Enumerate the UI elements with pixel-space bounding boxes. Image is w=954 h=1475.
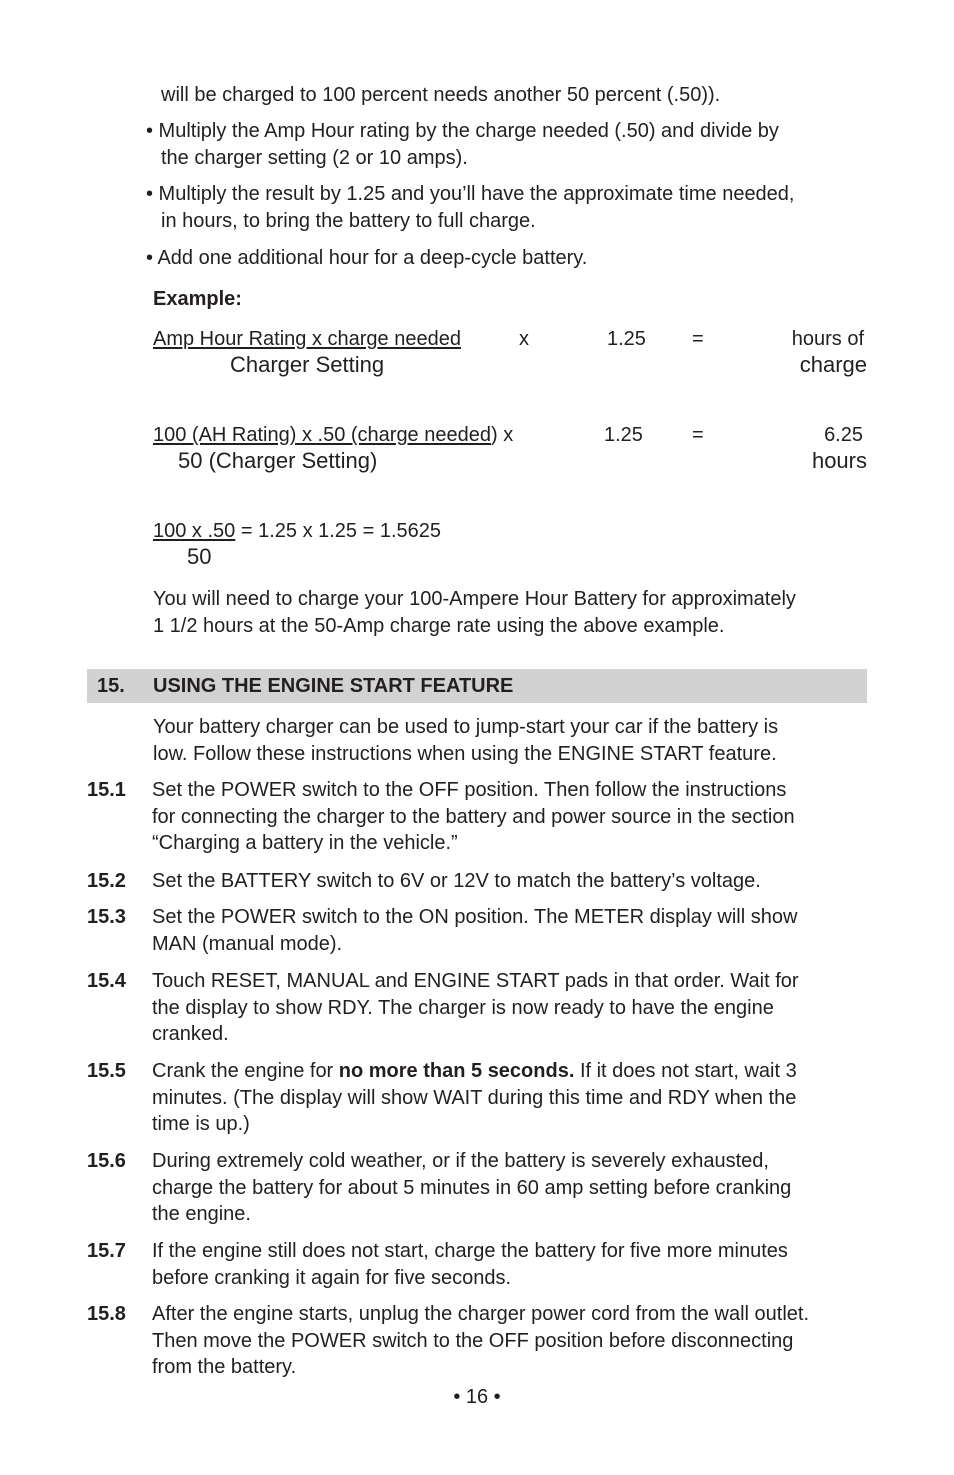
step-text [152, 868, 867, 895]
step-number: 15.3 [87, 906, 126, 928]
step-text [152, 904, 867, 957]
bullet-item [146, 181, 861, 234]
step-text [152, 1301, 867, 1381]
section-header [87, 669, 867, 703]
step-line: Touch RESET, MANUAL and ENGINE START pads in that order. Wait for [152, 970, 799, 992]
summary-line: 1 1/2 hours at the 50-Amp charge rate using the above example. [153, 615, 725, 637]
step-text [152, 968, 867, 1048]
section-intro-line: low. Follow these instructions when using the ENGINE START feature. [153, 743, 777, 765]
bullet-item [146, 245, 861, 272]
worked-result-line1: 6.25 [824, 424, 863, 446]
step-text [152, 777, 867, 857]
step-line: from the battery. [152, 1356, 297, 1378]
formula-factor: 1.25 [607, 328, 646, 350]
step-line: During extremely cold weather, or if the battery is severely exhausted, [152, 1150, 769, 1172]
worked-numerator-tail: ) x [490, 424, 514, 446]
bullet-line: • Multiply the result by 1.25 and you’ll have the approximate time needed, [146, 183, 795, 205]
step-line: Then move the POWER switch to the OFF position before disconnecting [152, 1329, 794, 1352]
worked-factor: 1.25 [604, 424, 643, 446]
step-pre-text: Crank the engine for [152, 1060, 339, 1082]
bullet-line: the charger setting (2 or 10 amps). [161, 146, 468, 169]
step-line: Set the POWER switch to the ON position. The METER display will show [152, 906, 798, 928]
step-line: If the engine still does not start, charge the battery for five more minutes [152, 1240, 788, 1262]
step-number: 15.8 [87, 1303, 126, 1325]
step-line: charge the battery for about 5 minutes in 60 amp setting before cranking [152, 1176, 792, 1199]
step-post-text: If it does not start, wait 3 [574, 1060, 797, 1082]
step-line: time is up.) [152, 1113, 250, 1135]
step-text [152, 1148, 867, 1228]
section-number: 15. [97, 675, 125, 697]
step-number: 15.4 [87, 970, 126, 992]
step-line: for connecting the charger to the battery and power source in the section [152, 805, 795, 828]
worked-result-line2: hours [811, 448, 867, 473]
bullet-line: • Add one additional hour for a deep-cycle battery. [146, 247, 588, 269]
formula-equals: = [692, 328, 704, 350]
formula-numerator: Amp Hour Rating x charge needed [153, 328, 461, 350]
step-number: 15.7 [87, 1240, 126, 1262]
worked-numerator-row [153, 422, 513, 448]
bullet-line: in hours, to bring the battery to full charge. [161, 209, 536, 232]
step-number: 15.6 [87, 1150, 126, 1172]
step-number: 15.5 [87, 1060, 126, 1082]
bullet-item [146, 118, 861, 171]
section-intro-line: Your battery charger can be used to jump-start your car if the battery is [153, 716, 779, 738]
formula-result-line1: hours of [791, 328, 864, 350]
worked-numerator: 100 (AH Rating) x .50 (charge needed [153, 424, 491, 446]
step-number: 15.2 [87, 870, 126, 892]
worked-denominator: 50 (Charger Setting) [178, 448, 378, 473]
page-number: • 16 • [453, 1386, 501, 1408]
step-line: After the engine starts, unplug the charger power cord from the wall outlet. [152, 1303, 810, 1325]
step-emphasis: no more than 5 seconds. [338, 1060, 575, 1082]
formula-result-line2: charge [799, 352, 867, 377]
example-label: Example: [153, 288, 242, 310]
section-title: USING THE ENGINE START FEATURE [153, 675, 514, 697]
step-line: the display to show RDY. The charger is now ready to have the engine [152, 996, 774, 1019]
calc-numerator: 100 x .50 [153, 520, 236, 542]
step-line: minutes. (The display will show WAIT during this time and RDY when the [152, 1086, 797, 1109]
step-line: Set the BATTERY switch to 6V or 12V to match the battery’s voltage. [152, 870, 761, 892]
step-number: 15.1 [87, 779, 126, 801]
step-line: MAN (manual mode). [152, 932, 343, 955]
step-line: Set the POWER switch to the OFF position. Then follow the instructions [152, 779, 787, 801]
worked-equals: = [692, 424, 704, 446]
step-line: the engine. [152, 1203, 251, 1225]
formula-times: x [519, 328, 529, 350]
calc-denominator: 50 [187, 544, 212, 569]
calc-rest: = 1.25 x 1.25 = 1.5625 [235, 520, 442, 542]
formula-denominator: Charger Setting [230, 352, 385, 377]
step-text [152, 1238, 867, 1291]
step-line: “Charging a battery in the vehicle.” [152, 832, 458, 854]
step-line [152, 1058, 867, 1085]
step-line: before cranking it again for five seconds. [152, 1266, 512, 1289]
calc-row [153, 518, 441, 544]
bullet-line: • Multiply the Amp Hour rating by the charge needed (.50) and divide by [146, 120, 779, 142]
step-text [152, 1058, 867, 1138]
summary-line: You will need to charge your 100-Ampere Hour Battery for approximately [153, 588, 796, 610]
intro-continuation: will be charged to 100 percent needs another 50 percent (.50)). [161, 84, 721, 106]
step-line: cranked. [152, 1023, 229, 1045]
